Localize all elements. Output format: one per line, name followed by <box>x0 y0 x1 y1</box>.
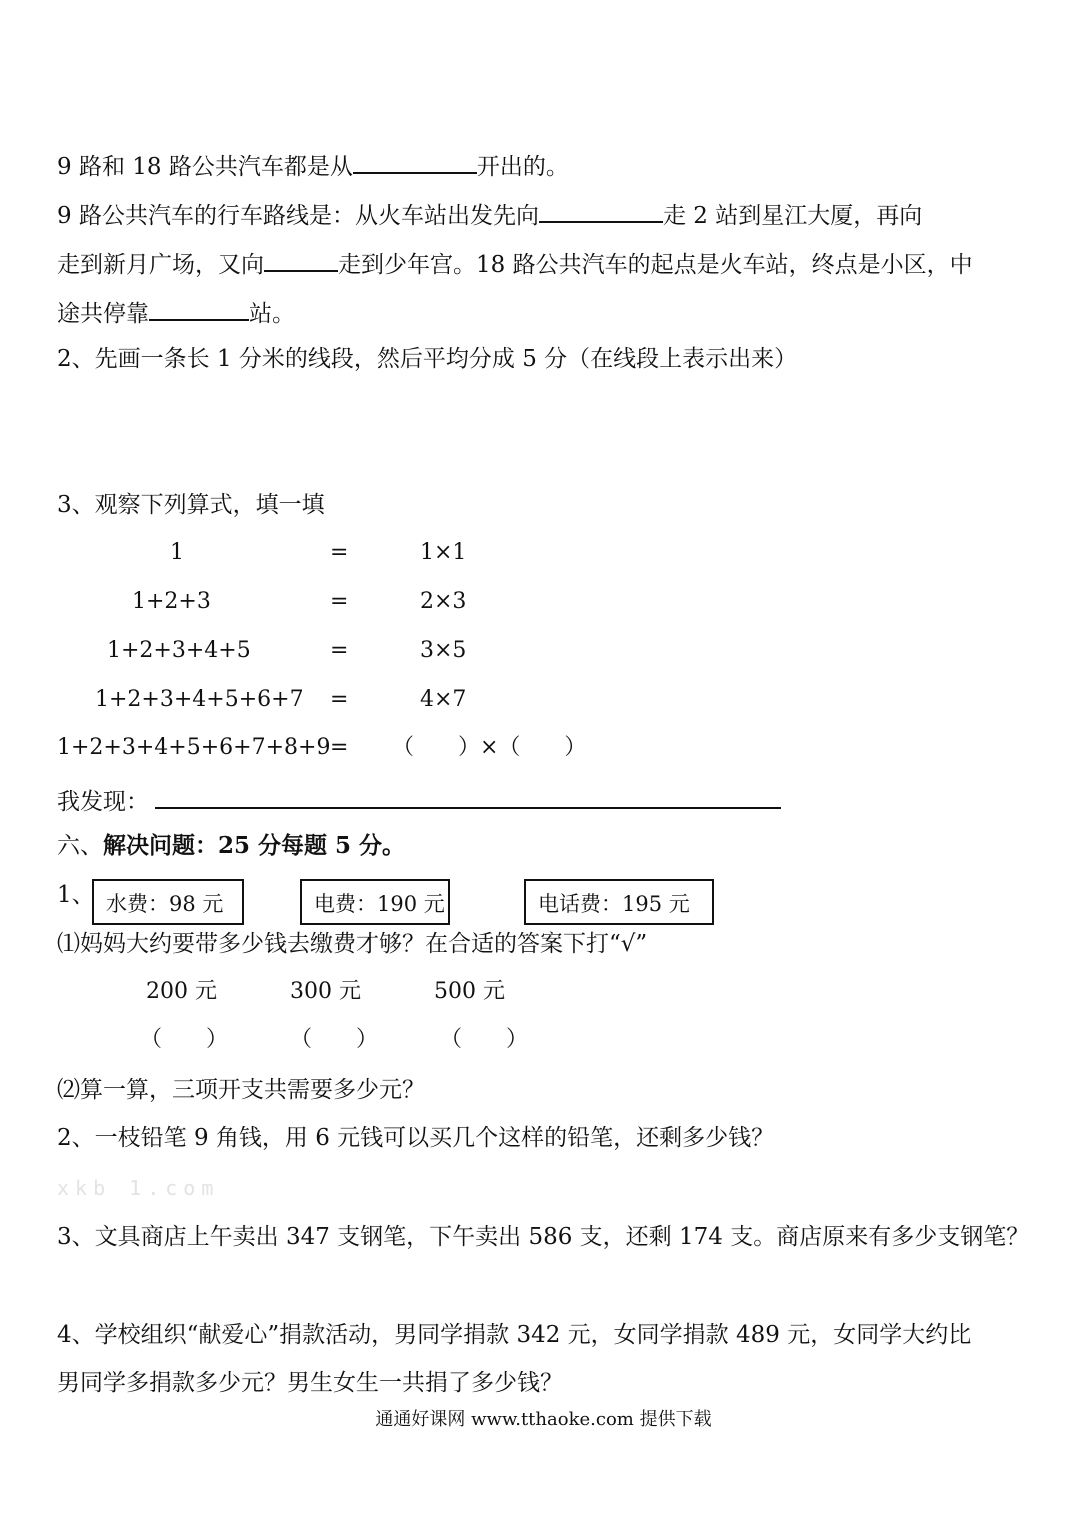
q1-sub-question-2: ⑵算一算，三项开支共需要多少元？ <box>57 1077 425 1103</box>
question-4-line-2: 男同学多捐款多少元？男生女生一共捐了多少钱？ <box>57 1370 563 1396</box>
equals-sign: = <box>330 638 349 663</box>
option-check-blank[interactable]: （ ） <box>290 1027 379 1052</box>
option-200: 200 元 <box>146 979 217 1004</box>
footer-source: 通通好课网 www.tthaoke.com 提供下载 <box>375 1409 712 1430</box>
section-6-heading <box>57 831 405 861</box>
option-check-blank[interactable]: （ ） <box>440 1027 529 1052</box>
faint-watermark: xkb 1.com <box>57 1176 220 1200</box>
section-title: 解决问题：25 分每题 5 分。 <box>103 832 406 859</box>
equals-sign: = <box>330 540 349 565</box>
option-500: 500 元 <box>434 979 505 1004</box>
text: 途共停靠 <box>57 301 149 327</box>
text: 走到少年宫。18 路公共汽车的起点是火车站，终点是小区，中 <box>338 252 973 278</box>
equation-right: 4×7 <box>420 687 467 712</box>
bus-question-line-4 <box>57 295 295 329</box>
water-bill-box: 水费：98 元 <box>92 879 244 925</box>
bus-question-line-1 <box>57 148 569 182</box>
bus-question-line-2 <box>57 197 922 231</box>
answer-blank[interactable] <box>149 295 249 321</box>
section-number: 六、 <box>57 833 103 859</box>
bus-question-line-3 <box>57 246 973 280</box>
electricity-bill-box: 电费：190 元 <box>300 879 450 925</box>
question-4-line-1: 4、学校组织“献爱心”捐款活动，男同学捐款 342 元，女同学捐款 489 元，女同学大约比 <box>57 1322 972 1348</box>
equation-right: 2×3 <box>420 589 467 614</box>
discovery-line <box>57 783 781 817</box>
equation-left: 1 <box>170 540 184 565</box>
equals-sign: = <box>330 589 349 614</box>
equals-sign: = <box>330 735 349 760</box>
equals-sign: = <box>330 687 349 712</box>
text: 9 路公共汽车的行车路线是：从火车站出发先向 <box>57 203 539 229</box>
answer-blank[interactable] <box>353 148 477 174</box>
question-3-title: 3、观察下列算式，填一填 <box>57 492 325 518</box>
equation-left: 1+2+3+4+5+6+7+8+9 <box>57 735 331 760</box>
text: 走 2 站到星江大厦，再向 <box>662 203 923 229</box>
answer-blank[interactable] <box>264 246 338 272</box>
discovery-blank[interactable] <box>155 783 781 809</box>
discovery-label: 我发现： <box>57 789 149 815</box>
equation-left: 1+2+3+4+5+6+7 <box>95 687 304 712</box>
question-3-pens: 3、文具商店上午卖出 347 支钢笔，下午卖出 586 支，还剩 174 支。商店原来有多少支钢笔？ <box>57 1224 1030 1250</box>
q1-label: 1、 <box>57 882 95 908</box>
option-check-blank[interactable]: （ ） <box>140 1027 229 1052</box>
equation-answer-blanks[interactable]: （ ）×（ ） <box>392 735 587 760</box>
equation-left: 1+2+3 <box>132 589 211 614</box>
q1-sub-question-1: ⑴妈妈大约要带多少钱去缴费才够？在合适的答案下打“√” <box>57 931 648 957</box>
text: 站。 <box>249 301 295 327</box>
text: 开出的。 <box>476 154 569 180</box>
question-2-pencil: 2、一枝铅笔 9 角钱，用 6 元钱可以买几个这样的铅笔，还剩多少钱？ <box>57 1125 775 1151</box>
equation-left: 1+2+3+4+5 <box>107 638 251 663</box>
text: 9 路和 18 路公共汽车都是从 <box>57 154 353 180</box>
question-2-line-segment: 2、先画一条长 1 分米的线段，然后平均分成 5 分（在线段上表示出来） <box>57 346 798 372</box>
text: 走到新月广场，又向 <box>57 252 264 278</box>
equation-right: 1×1 <box>420 540 467 565</box>
equation-right: 3×5 <box>420 638 467 663</box>
answer-blank[interactable] <box>539 197 663 223</box>
phone-bill-box: 电话费：195 元 <box>524 879 714 925</box>
option-300: 300 元 <box>290 979 361 1004</box>
